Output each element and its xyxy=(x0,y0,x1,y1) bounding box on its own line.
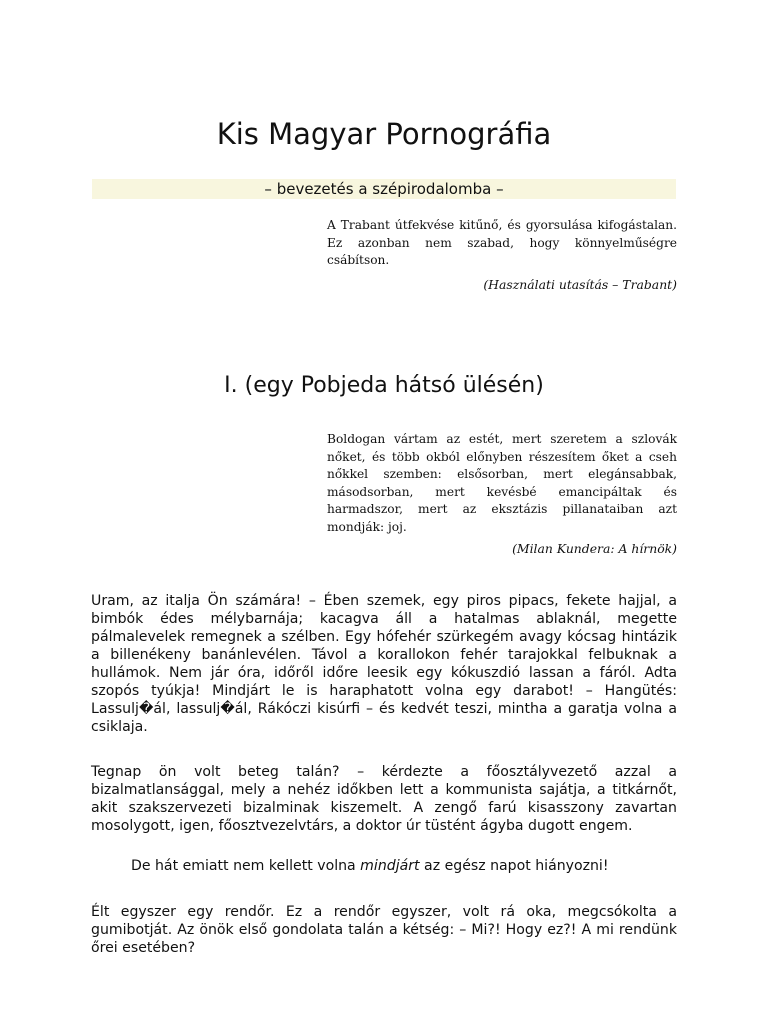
body-paragraph: Uram, az italja Ön számára! – Ében szemek, egy piros pipacs, fekete hajjal, a bimbók édes mélybarnája; kacagva áll a hatalmas ablaknál, megette pálmalevelek remegnek a szélben. Egy hófehér szürkegém avagy kócsag hintázik a billenékeny banánlevélen. Távol a korallokon fehér tarajokkal felbuknak a hullámok. Nem jár óra, időről időre leesik egy kókuszdió lassan a fáról. Adta szopós tyúkja! Mindjárt le is haraphatott volna egy darabot! – Hangütés: Lassulj�ál, lassulj�ál, Rákóczi kisúrfi – és kedvét teszi, mintha a garatja volna a csiklaja. xyxy=(91,593,677,735)
document-title: Kis Magyar Pornográfia xyxy=(216,117,552,151)
para-text-after: az egész napot hiányozni! xyxy=(419,858,609,874)
epigraph-source: (Használati utasítás – Trabant) xyxy=(483,276,677,292)
epigraph-text: A Trabant útfekvése kitűnő, és gyorsulása kifogástalan. Ez azonban nem szabad, hogy könnyelműségre csábítson. xyxy=(327,218,677,268)
body-paragraph: Élt egyszer egy rendőr. Ez a rendőr egyszer, volt rá oka, megcsókolta a gumibotját. Az önök első gondolata talán a kétség: – Mi?! Hogy ez?! A mi rendünk őrei esetében? xyxy=(91,904,677,956)
para-emphasis: mindjárt xyxy=(360,858,420,874)
epigraph-kundera xyxy=(327,431,677,559)
body-paragraph: Tegnap ön volt beteg talán? – kérdezte a főosztályvezető azzal a bizalmatlansággal, mely a nehéz időkben lett a kommunista sajátja, a titkárnőt, akit szakszervezeti bizalminak kiszemelt. A zengő farú kisasszony zavartan mosolygott, igen, főosztvezelvtárs, a doktor úr tüstént ágyba dugott engem. xyxy=(91,764,677,834)
document-subtitle: – bevezetés a szépirodalomba – xyxy=(92,179,676,199)
epigraph-text: Boldogan vártam az estét, mert szeretem a szlovák nőket, és több okból előnyben részesítem őket a cseh nőkkel szemben: elsősorban, mert elegánsabbak, másodsorban, mert kevésbé emancipáltak és harmadszor, mert az eksztázis pillanataiban azt mondják: joj. xyxy=(327,432,677,534)
epigraph-trabant xyxy=(327,217,677,295)
para-text-before: De hát emiatt nem kellett volna xyxy=(131,858,361,874)
body-paragraph-indented xyxy=(91,857,677,875)
epigraph-source: (Milan Kundera: A hírnök) xyxy=(512,540,677,556)
section-heading: I. (egy Pobjeda hátsó ülésén) xyxy=(224,373,544,398)
